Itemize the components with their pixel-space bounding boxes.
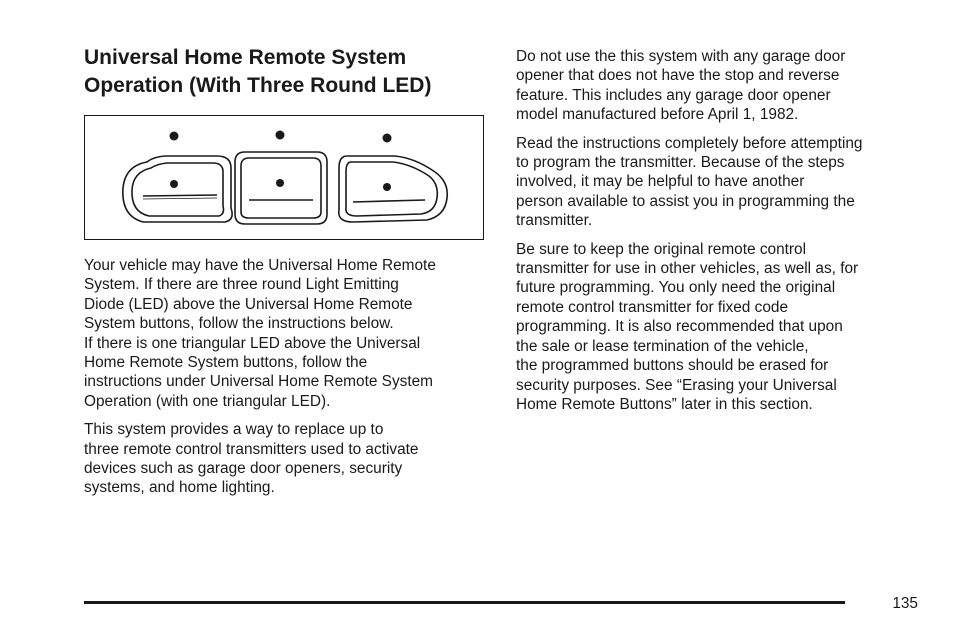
remote-buttons-drawing	[85, 116, 485, 241]
button-dot-1	[170, 180, 178, 188]
right-column	[516, 47, 926, 414]
read-instructions-paragraph: Read the instructions completely before attempting to program the transmitter. Because of the steps involved, it may be helpful to have another person available to assist you in programming the transmitter.	[516, 134, 863, 230]
led-indicator-1	[170, 132, 179, 141]
keep-transmitter-paragraph: Be sure to keep the original remote control transmitter for use in other vehicles, as well as, for future programming. You only need the original remote control transmitter for fixed code programming. It is also recommended that upon the sale or lease termination of the vehicle, the programmed buttons should be erased for security purposes. See “Erasing your Universal Home Remote Buttons” later in this section.	[516, 240, 859, 413]
system-description-paragraph: This system provides a way to replace up to three remote control transmitters used to activate devices such as garage door openers, security systems, and home lighting.	[84, 421, 419, 497]
remote-buttons-illustration	[84, 115, 484, 240]
left-column	[84, 44, 490, 498]
remote-button-2	[235, 152, 327, 224]
button-dot-2	[276, 179, 284, 187]
page-number: 135	[892, 595, 918, 612]
led-indicator-2	[276, 131, 285, 140]
remote-button-1	[123, 156, 232, 222]
button-dot-3	[383, 183, 391, 191]
warning-paragraph: Do not use the this system with any garage door opener that does not have the stop and reverse feature. This includes any garage door opener model manufactured before April 1, 1982.	[516, 48, 846, 124]
led-indicator-3	[383, 134, 392, 143]
intro-paragraph: Your vehicle may have the Universal Home Remote System. If there are three round Light Emitting Diode (LED) above the Universal Home Remote System buttons, follow the instructions below. If there is one triangular LED above the Universal Home Remote System buttons, follow the instructions under Universal Home Remote System Operation (with one triangular LED).	[84, 257, 436, 410]
footer-rule	[84, 601, 845, 604]
section-heading: Universal Home Remote System Operation (With Three Round LED)	[84, 46, 432, 97]
remote-button-3	[339, 156, 447, 222]
